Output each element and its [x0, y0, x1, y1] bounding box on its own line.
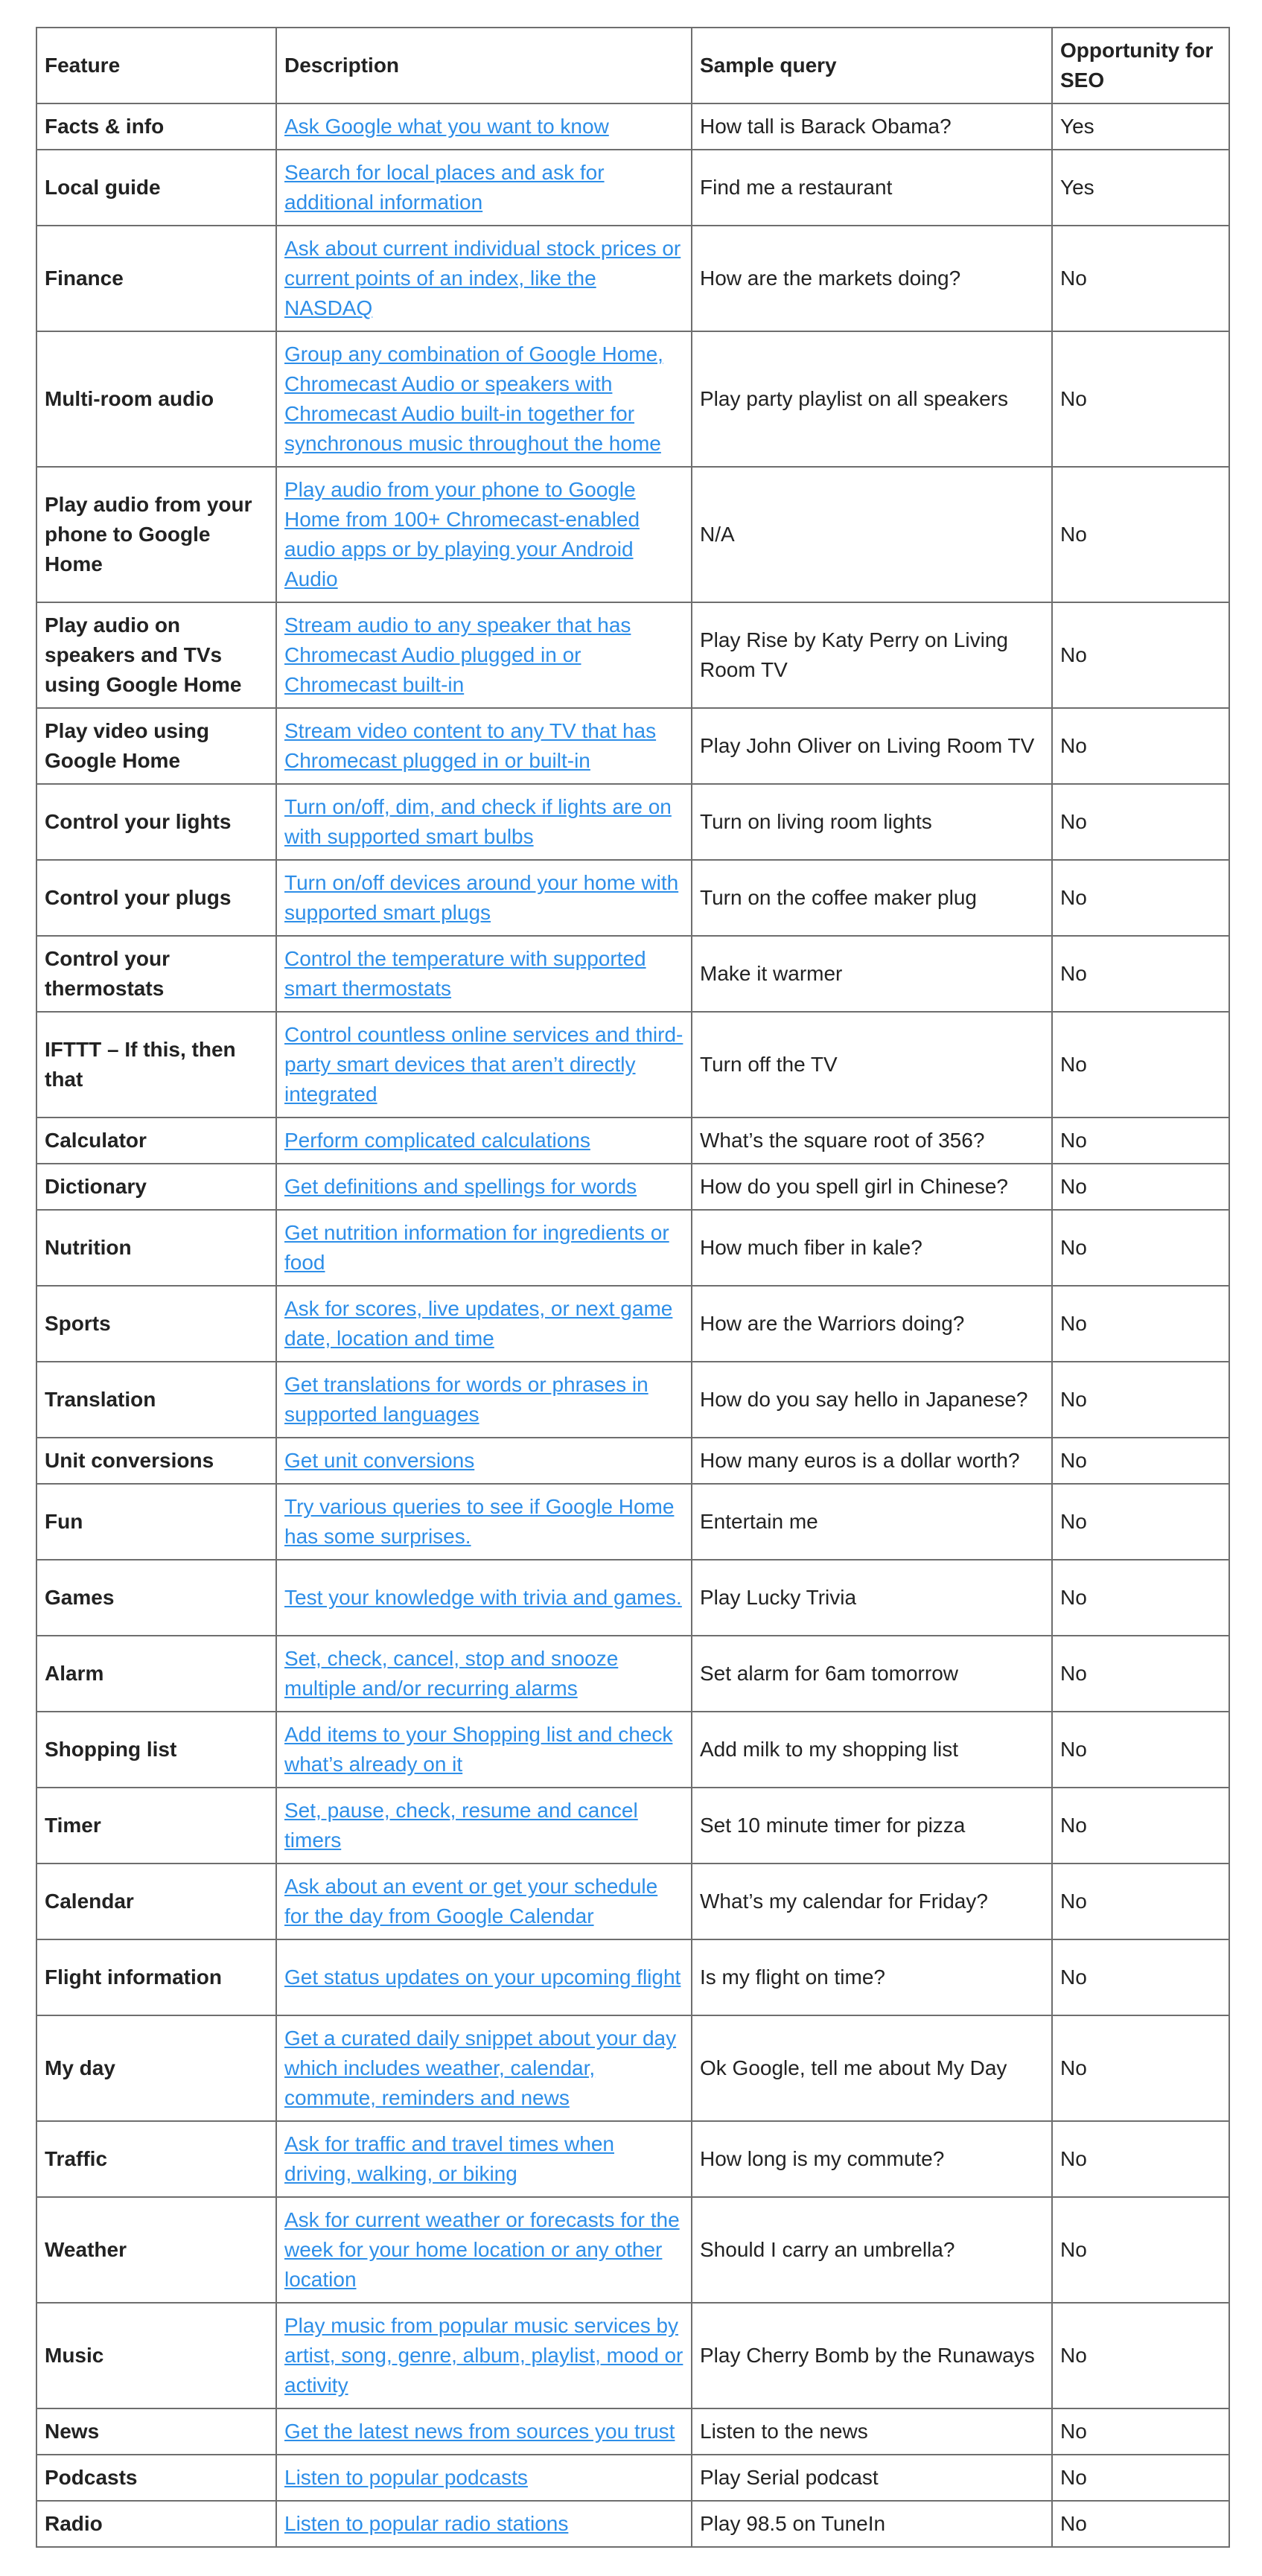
description-cell — [276, 2501, 692, 2547]
description-cell — [276, 1210, 692, 1286]
sample-query-cell: Set 10 minute timer for pizza — [692, 1788, 1052, 1864]
features-table-container — [36, 27, 1228, 2548]
feature-cell: Control your lights — [36, 784, 276, 860]
description-link[interactable]: Ask about an event or get your schedule for the day from Google Calendar — [284, 1875, 658, 1928]
seo-opportunity-cell: Yes — [1052, 103, 1229, 150]
description-link[interactable]: Get definitions and spellings for words — [284, 1175, 637, 1198]
table-row — [36, 1560, 1229, 1636]
sample-query-cell: Play Serial podcast — [692, 2455, 1052, 2501]
sample-query-cell: How do you spell girl in Chinese? — [692, 1164, 1052, 1210]
description-cell — [276, 331, 692, 467]
description-cell — [276, 226, 692, 331]
seo-opportunity-cell: No — [1052, 1012, 1229, 1118]
sample-query-cell: How tall is Barack Obama? — [692, 103, 1052, 150]
description-cell — [276, 1118, 692, 1164]
seo-opportunity-cell: No — [1052, 860, 1229, 936]
table-row — [36, 1012, 1229, 1118]
description-cell — [276, 2455, 692, 2501]
description-cell — [276, 1636, 692, 1712]
table-row — [36, 1164, 1229, 1210]
seo-opportunity-cell: No — [1052, 1164, 1229, 1210]
description-link[interactable]: Control the temperature with supported smart thermostats — [284, 947, 646, 1000]
feature-cell: Finance — [36, 226, 276, 331]
description-link[interactable]: Turn on/off, dim, and check if lights are on with supported smart bulbs — [284, 795, 672, 848]
description-cell — [276, 784, 692, 860]
description-cell — [276, 1362, 692, 1438]
table-row — [36, 2303, 1229, 2408]
seo-opportunity-cell: No — [1052, 1118, 1229, 1164]
seo-opportunity-cell: No — [1052, 1788, 1229, 1864]
seo-opportunity-cell: No — [1052, 1864, 1229, 1939]
table-row — [36, 602, 1229, 708]
table-row — [36, 226, 1229, 331]
sample-query-cell: Ok Google, tell me about My Day — [692, 2015, 1052, 2121]
description-link[interactable]: Perform complicated calculations — [284, 1129, 590, 1152]
feature-cell: Timer — [36, 1788, 276, 1864]
feature-cell: IFTTT – If this, then that — [36, 1012, 276, 1118]
description-cell — [276, 2303, 692, 2408]
sample-query-cell: Listen to the news — [692, 2408, 1052, 2455]
table-row — [36, 1636, 1229, 1712]
sample-query-cell: How are the Warriors doing? — [692, 1286, 1052, 1362]
feature-cell: Control your plugs — [36, 860, 276, 936]
table-row — [36, 2408, 1229, 2455]
description-link[interactable]: Group any combination of Google Home, Chromecast Audio or speakers with Chromecast Audio built-in together for synchronous music throughout the home — [284, 342, 663, 455]
description-link[interactable]: Play music from popular music services by artist, song, genre, album, playlist, mood or activity — [284, 2314, 683, 2397]
description-link[interactable]: Get nutrition information for ingredients or food — [284, 1221, 669, 1274]
table-row — [36, 1864, 1229, 1939]
table-row — [36, 936, 1229, 1012]
description-link[interactable]: Ask for current weather or forecasts for the week for your home location or any other location — [284, 2208, 680, 2291]
sample-query-cell: Play party playlist on all speakers — [692, 331, 1052, 467]
description-cell — [276, 2015, 692, 2121]
description-link[interactable]: Listen to popular radio stations — [284, 2512, 569, 2535]
table-row — [36, 1712, 1229, 1788]
sample-query-cell: How much fiber in kale? — [692, 1210, 1052, 1286]
feature-cell: Facts & info — [36, 103, 276, 150]
sample-query-cell: Play Rise by Katy Perry on Living Room TV — [692, 602, 1052, 708]
feature-cell: My day — [36, 2015, 276, 2121]
table-row — [36, 708, 1229, 784]
description-link[interactable]: Ask for traffic and travel times when driving, walking, or biking — [284, 2132, 614, 2185]
description-link[interactable]: Try various queries to see if Google Home has some surprises. — [284, 1495, 675, 1548]
feature-cell: Music — [36, 2303, 276, 2408]
description-link[interactable]: Set, pause, check, resume and cancel timers — [284, 1799, 638, 1852]
table-row — [36, 103, 1229, 150]
seo-opportunity-cell: No — [1052, 1484, 1229, 1560]
seo-opportunity-cell: No — [1052, 467, 1229, 602]
feature-cell: Translation — [36, 1362, 276, 1438]
description-cell — [276, 103, 692, 150]
sample-query-cell: Is my flight on time? — [692, 1939, 1052, 2015]
description-link[interactable]: Get translations for words or phrases in supported languages — [284, 1373, 648, 1426]
feature-cell: Games — [36, 1560, 276, 1636]
header-seo-opportunity: Opportunity for SEO — [1052, 28, 1229, 103]
seo-opportunity-cell: No — [1052, 1286, 1229, 1362]
description-cell — [276, 602, 692, 708]
table-row — [36, 2455, 1229, 2501]
table-row — [36, 860, 1229, 936]
description-link[interactable]: Set, check, cancel, stop and snooze multiple and/or recurring alarms — [284, 1647, 619, 1700]
description-cell — [276, 1012, 692, 1118]
feature-cell: Traffic — [36, 2121, 276, 2197]
description-cell — [276, 467, 692, 602]
description-cell — [276, 936, 692, 1012]
description-cell — [276, 1788, 692, 1864]
table-row — [36, 1286, 1229, 1362]
sample-query-cell: How long is my commute? — [692, 2121, 1052, 2197]
table-row — [36, 1438, 1229, 1484]
table-row — [36, 1484, 1229, 1560]
description-link[interactable]: Get status updates on your upcoming flight — [284, 1966, 681, 1989]
sample-query-cell: Add milk to my shopping list — [692, 1712, 1052, 1788]
sample-query-cell: Find me a restaurant — [692, 150, 1052, 226]
feature-cell: Play audio from your phone to Google Home — [36, 467, 276, 602]
feature-cell: Radio — [36, 2501, 276, 2547]
feature-cell: Control your thermostats — [36, 936, 276, 1012]
sample-query-cell: N/A — [692, 467, 1052, 602]
seo-opportunity-cell: No — [1052, 1939, 1229, 2015]
description-link[interactable]: Control countless online services and third-party smart devices that aren’t directly integrated — [284, 1023, 683, 1106]
header-description: Description — [276, 28, 692, 103]
description-cell — [276, 1164, 692, 1210]
seo-opportunity-cell: No — [1052, 2455, 1229, 2501]
description-cell — [276, 1438, 692, 1484]
sample-query-cell: How do you say hello in Japanese? — [692, 1362, 1052, 1438]
seo-opportunity-cell: No — [1052, 226, 1229, 331]
feature-cell: Shopping list — [36, 1712, 276, 1788]
sample-query-cell: Make it warmer — [692, 936, 1052, 1012]
description-cell — [276, 1560, 692, 1636]
description-link[interactable]: Stream audio to any speaker that has Chromecast Audio plugged in or Chromecast built-in — [284, 613, 631, 696]
sample-query-cell: What’s my calendar for Friday? — [692, 1864, 1052, 1939]
sample-query-cell: How many euros is a dollar worth? — [692, 1438, 1052, 1484]
google-home-features-table — [36, 27, 1230, 2548]
feature-cell: Flight information — [36, 1939, 276, 2015]
description-cell — [276, 150, 692, 226]
feature-cell: Fun — [36, 1484, 276, 1560]
description-cell — [276, 1286, 692, 1362]
seo-opportunity-cell: No — [1052, 1636, 1229, 1712]
sample-query-cell: Set alarm for 6am tomorrow — [692, 1636, 1052, 1712]
feature-cell: Nutrition — [36, 1210, 276, 1286]
description-link[interactable]: Ask for scores, live updates, or next game date, location and time — [284, 1297, 673, 1350]
seo-opportunity-cell: No — [1052, 784, 1229, 860]
feature-cell: Unit conversions — [36, 1438, 276, 1484]
feature-cell: Alarm — [36, 1636, 276, 1712]
header-sample-query: Sample query — [692, 28, 1052, 103]
description-cell — [276, 2197, 692, 2303]
seo-opportunity-cell: No — [1052, 2303, 1229, 2408]
description-link[interactable]: Listen to popular podcasts — [284, 2466, 528, 2489]
table-row — [36, 2501, 1229, 2547]
feature-cell: News — [36, 2408, 276, 2455]
feature-cell: Local guide — [36, 150, 276, 226]
description-link[interactable]: Ask about current individual stock prices or current points of an index, like the NASDAQ — [284, 237, 681, 319]
description-cell — [276, 860, 692, 936]
description-link[interactable]: Search for local places and ask for additional information — [284, 161, 605, 214]
sample-query-cell: Play John Oliver on Living Room TV — [692, 708, 1052, 784]
feature-cell: Calendar — [36, 1864, 276, 1939]
table-row — [36, 1788, 1229, 1864]
sample-query-cell: What’s the square root of 356? — [692, 1118, 1052, 1164]
table-row — [36, 2121, 1229, 2197]
description-link[interactable]: Add items to your Shopping list and check what’s already on it — [284, 1723, 673, 1776]
sample-query-cell: Turn on living room lights — [692, 784, 1052, 860]
description-link[interactable]: Get unit conversions — [284, 1449, 475, 1472]
seo-opportunity-cell: No — [1052, 1712, 1229, 1788]
sample-query-cell: Turn off the TV — [692, 1012, 1052, 1118]
table-row — [36, 1939, 1229, 2015]
seo-opportunity-cell: No — [1052, 1362, 1229, 1438]
description-cell — [276, 2121, 692, 2197]
description-link[interactable]: Stream video content to any TV that has Chromecast plugged in or built-in — [284, 719, 657, 772]
table-row — [36, 1362, 1229, 1438]
sample-query-cell: Should I carry an umbrella? — [692, 2197, 1052, 2303]
feature-cell: Calculator — [36, 1118, 276, 1164]
table-body — [36, 103, 1229, 2547]
description-cell — [276, 2408, 692, 2455]
feature-cell: Play audio on speakers and TVs using Google Home — [36, 602, 276, 708]
seo-opportunity-cell: No — [1052, 1210, 1229, 1286]
description-link[interactable]: Play audio from your phone to Google Home from 100+ Chromecast-enabled audio apps or by playing your Android Audio — [284, 478, 640, 590]
description-cell — [276, 1712, 692, 1788]
description-cell — [276, 708, 692, 784]
header-feature: Feature — [36, 28, 276, 103]
feature-cell: Podcasts — [36, 2455, 276, 2501]
description-cell — [276, 1939, 692, 2015]
table-header-row — [36, 28, 1229, 103]
table-row — [36, 2197, 1229, 2303]
seo-opportunity-cell: No — [1052, 2197, 1229, 2303]
description-link[interactable]: Turn on/off devices around your home with supported smart plugs — [284, 871, 679, 924]
table-row — [36, 467, 1229, 602]
description-link[interactable]: Ask Google what you want to know — [284, 115, 609, 138]
seo-opportunity-cell: No — [1052, 2015, 1229, 2121]
table-row — [36, 1210, 1229, 1286]
sample-query-cell: Entertain me — [692, 1484, 1052, 1560]
seo-opportunity-cell: No — [1052, 2408, 1229, 2455]
description-link[interactable]: Get the latest news from sources you trust — [284, 2420, 675, 2443]
feature-cell: Dictionary — [36, 1164, 276, 1210]
description-link[interactable]: Test your knowledge with trivia and games. — [284, 1586, 682, 1609]
seo-opportunity-cell: No — [1052, 2121, 1229, 2197]
seo-opportunity-cell: No — [1052, 2501, 1229, 2547]
sample-query-cell: Play Lucky Trivia — [692, 1560, 1052, 1636]
table-row — [36, 331, 1229, 467]
sample-query-cell: How are the markets doing? — [692, 226, 1052, 331]
seo-opportunity-cell: No — [1052, 936, 1229, 1012]
feature-cell: Weather — [36, 2197, 276, 2303]
feature-cell: Multi-room audio — [36, 331, 276, 467]
seo-opportunity-cell: Yes — [1052, 150, 1229, 226]
table-row — [36, 150, 1229, 226]
seo-opportunity-cell: No — [1052, 602, 1229, 708]
seo-opportunity-cell: No — [1052, 331, 1229, 467]
table-row — [36, 2015, 1229, 2121]
sample-query-cell: Turn on the coffee maker plug — [692, 860, 1052, 936]
description-cell — [276, 1484, 692, 1560]
seo-opportunity-cell: No — [1052, 1438, 1229, 1484]
sample-query-cell: Play Cherry Bomb by the Runaways — [692, 2303, 1052, 2408]
description-link[interactable]: Get a curated daily snippet about your day which includes weather, calendar, commute, reminders and news — [284, 2027, 677, 2109]
table-row — [36, 1118, 1229, 1164]
table-row — [36, 784, 1229, 860]
description-cell — [276, 1864, 692, 1939]
seo-opportunity-cell: No — [1052, 708, 1229, 784]
feature-cell: Sports — [36, 1286, 276, 1362]
seo-opportunity-cell: No — [1052, 1560, 1229, 1636]
feature-cell: Play video using Google Home — [36, 708, 276, 784]
sample-query-cell: Play 98.5 on TuneIn — [692, 2501, 1052, 2547]
